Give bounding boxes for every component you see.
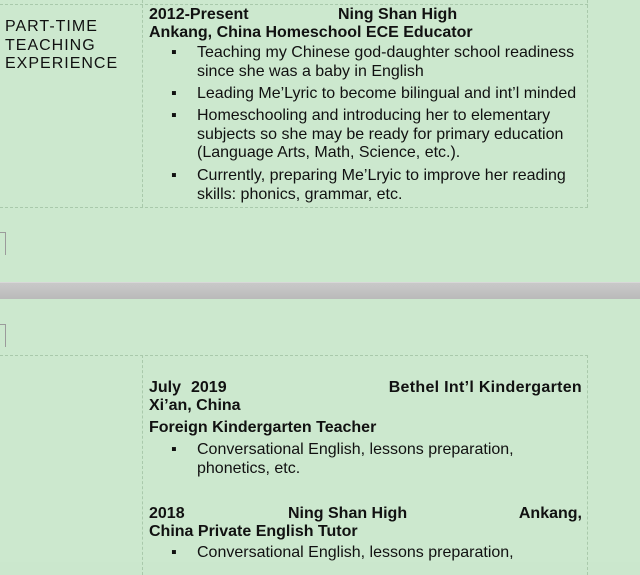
job-organization: Ning Shan High: [338, 6, 458, 23]
bullet-icon: ▪: [171, 107, 177, 124]
document-page-2: [0, 299, 640, 562]
bullet-icon: ▪: [171, 167, 177, 184]
section-heading-part-time-teaching: [5, 18, 118, 74]
job-date-month: July: [149, 379, 182, 396]
job-date: 2012-Present: [149, 6, 249, 23]
table-right-border: [587, 355, 588, 575]
document-page-1: [0, 0, 640, 282]
list-item-text: (Language Arts, Math, Science, etc.).: [197, 144, 461, 161]
job-place: Ankang,: [518, 505, 582, 522]
list-item-text: Currently, preparing Me’Lryic to improve her reading: [197, 167, 566, 184]
list-item: [171, 107, 582, 163]
list-item-text: Conversational English, lessons preparation,: [197, 441, 514, 458]
paragraph-margin-marker: [0, 324, 6, 347]
page-break-gap: [0, 282, 640, 300]
bullet-icon: ▪: [171, 441, 177, 458]
bullet-icon: ▪: [171, 544, 177, 561]
job-header-line: [149, 504, 582, 523]
table-column-divider: [142, 355, 143, 575]
job-entry-homeschool: [149, 5, 582, 205]
job-date: 2018: [149, 505, 185, 522]
job-title-line: Ankang, China Homeschool ECE Educator: [149, 24, 473, 41]
list-item-text: subjects so she may be ready for primary education: [197, 125, 564, 143]
job-header-line: [149, 378, 582, 397]
paragraph-margin-marker: [0, 232, 6, 255]
list-item: [171, 441, 582, 478]
job-date-year: 2019: [191, 379, 227, 396]
list-item-text: Homeschooling and introducing her to elementary: [197, 107, 551, 124]
job-organization: Bethel Int’l Kindergarten: [388, 379, 582, 396]
list-item-text: phonetics, etc.: [197, 459, 301, 477]
list-item: [171, 44, 582, 81]
list-item-text: Leading Me’Lyric to become bilingual and int’l minded: [197, 85, 577, 102]
section-heading-line: TEACHING: [5, 36, 96, 54]
table-right-border: [587, 0, 588, 207]
list-item: [171, 85, 582, 104]
list-item: [171, 544, 582, 563]
table-column-divider: [142, 0, 143, 207]
list-item-text: since she was a baby in English: [197, 62, 424, 80]
job-title: Foreign Kindergarten Teacher: [149, 419, 377, 436]
job-entry-bethel: [149, 378, 582, 568]
job-title-line: China Private English Tutor: [149, 523, 358, 540]
list-item-text: Teaching my Chinese god-daughter school readiness: [197, 44, 575, 61]
table-bottom-border: [0, 207, 588, 208]
table-top-border: [0, 355, 588, 356]
section-heading-line: EXPERIENCE: [5, 55, 119, 72]
list-item-text: skills: phonics, grammar, etc.: [197, 185, 403, 203]
job-header-line: [149, 5, 582, 24]
list-item-text: Conversational English, lessons preparation,: [197, 544, 514, 561]
job-location: Xi’an, China: [149, 397, 241, 414]
bullet-icon: ▪: [171, 44, 177, 61]
list-item: [171, 167, 582, 204]
job-organization: Ning Shan High: [288, 505, 408, 522]
bullet-icon: ▪: [171, 85, 177, 102]
section-heading-line: PART-TIME: [5, 18, 98, 35]
